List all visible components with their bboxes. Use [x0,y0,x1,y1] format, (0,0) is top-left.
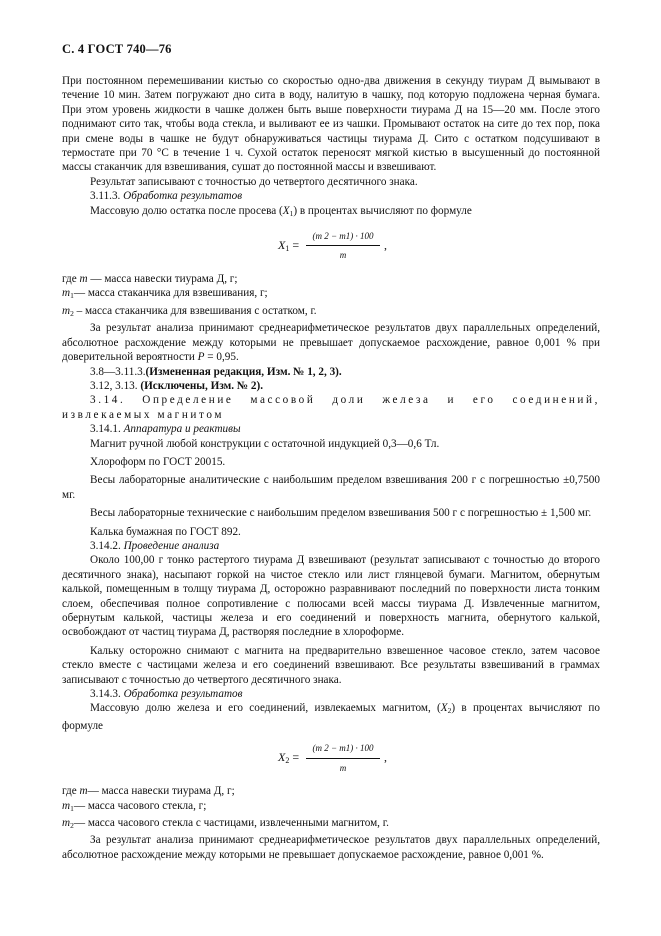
variable: X [282,204,290,217]
text-span: ) в процентах вычисляют по формуле [62,702,600,732]
formula-tail: , [384,238,387,253]
section-number: 3.14.1. [90,423,121,436]
text-span: – масса стаканчика для взвешивания с остатком, г. [73,304,317,317]
document-body [62,74,600,862]
variable: m [79,785,88,798]
formula-numerator: (m 2 − m1) · 100 [306,229,380,246]
section-number: 3.14.3. [90,688,121,701]
variable: m [79,273,88,286]
text-span: 3.8—3.11.3. [90,365,146,378]
text-span: где [62,785,80,798]
text-span: За результат анализа принимают среднеарифметическое результатов двух параллельных определений, абсолютное расхождение между которыми не превышает допускаемое расхождение, равное 0,001 % при доверительной вероятности [62,322,600,364]
subscript: 2 [285,756,290,766]
paragraph: Калька бумажная по ГОСТ 892. [90,525,241,538]
formula-fraction [306,229,380,263]
formula-denominator: m [339,762,347,773]
paragraph [62,701,600,733]
definition-line [62,784,600,798]
formula-numerator: (m 2 − m1) · 100 [306,741,380,758]
subscript: 2 [70,821,74,831]
variable: X [440,702,448,715]
section-title: Аппаратура и реактивы [123,423,241,436]
paragraph [62,204,600,221]
paragraph [62,321,600,364]
text-span: — масса стаканчика для взвешивания, г; [73,287,268,300]
paragraph: При постоянном перемешивании кистью со скоростью одно-два движения в секунду тиурам Д вымывают в течение 10 мин. Затем погружают дно сита в воду, налитую в чашку, под которую подложена черная бумага. При этом уровень жидкости в чашке должен быть выше поверхности тиурама Д на 15—20 мм. После этого поднимают сито так, чтобы вода стекла, и выливают ее из чашки. Промывают остаток на сите до тех пор, пока при смене воды в чашке не будут обнаруживаться частицы тиурама Д. Сито с остатком подсушивают в термостате при 70 °С в течение 1 ч. Сухой остаток переносят мягкой кистью в высушенный до постоянной массы стаканчик для взвешивания, сушат до постоянной массы и взвешивают. [62,75,600,174]
variable: P [197,351,205,364]
subscript: 1 [70,291,74,301]
paragraph: Результат записывают с точностью до четвертого десятичного знака. [90,175,418,188]
definition-line [62,304,600,321]
text-span: = 0,95. [204,351,239,364]
section-heading [62,687,600,701]
text-span: где [62,273,80,286]
formula-fraction [306,741,380,775]
formula-var: X [278,238,286,253]
paragraph: Весы лабораторные технические с наибольшим пределом взвешивания 500 г с погрешностью ± 1,500 мг. [90,507,592,520]
definition-line [62,272,600,286]
text-span: Массовую долю остатка после просева ( [90,204,283,217]
definition-line [62,816,600,833]
paragraph: Магнит ручной любой конструкции с остаточной индукцией 0,3—0,6 Тл. [90,437,440,450]
variable: m [62,799,71,812]
section-heading-spaced: 3.14. Определение массовой доли железа и его соединений, извлекаемых магнитом [62,394,600,421]
subscript: 2 [70,308,74,318]
text-span: — масса навески тиурама Д, г; [87,785,235,798]
subscript: 2 [447,706,452,716]
definition-line [62,286,600,303]
definition-line [62,799,600,816]
section-heading [62,422,600,436]
formula-tail: , [384,750,387,765]
section-title: Обработка результатов [123,190,243,203]
page-header: С. 4 ГОСТ 740—76 [62,42,172,56]
text-span: — масса навески тиурама Д, г; [87,273,238,286]
equals: = [289,750,300,765]
variable: m [62,287,71,300]
subscript: 1 [289,208,294,218]
variable: m [62,817,71,830]
bold-text: (Измененная редакция, Изм. № 1, 2, 3). [145,365,342,378]
equals: = [289,238,300,253]
subscript: 1 [70,803,74,813]
section-number: 3.14.2. [90,539,121,552]
formula-x1 [62,227,600,267]
section-number: 3.11.3. [90,190,121,203]
variable: m [62,304,71,317]
formula-denominator: m [339,250,347,261]
formula-var: X [278,750,286,765]
paragraph: Кальку осторожно снимают с магнита на предварительно взвешенное часовое стекло, затем часовое стекло вместе с частицами железа и его соединений взвешивают. Все результаты взвешиваний в граммах записывают с точностью до четвертого десятичного знака. [62,644,600,686]
formula-lhs [278,238,299,256]
paragraph: Около 100,00 г тонко растертого тиурама Д взвешивают (результат записывают с точностью до второго десятичного знака), насыпают горкой на чистое стекло или лист глянцевой бумаги. Магнитом, обернутым калькой, помещенным в толщу тиурама Д, осторожно разравнивают последний по поверхности листа тонким слоем, обеспечивая полное сопротивление с полюсами всей массы тиурама Д. Извлеченные магнитом, обернутым калькой, частицы железа и его соединений и поверхность магнита, обернутого калькой, освобождают от частиц тиурама Д, растворяя последние в хлороформе. [62,554,600,639]
section-title: Проведение анализа [123,539,220,552]
paragraph: Весы лабораторные аналитические с наибольшим пределом взвешивания 200 г с погрешностью ±0,7500 мг. [62,474,600,501]
formula-x2 [62,739,600,779]
paragraph [62,365,600,379]
paragraph [62,379,600,393]
section-heading [62,539,600,553]
text-span: — масса часового стекла с частицами, извлеченными магнитом, г. [73,817,389,830]
formula-lhs [278,750,299,768]
bold-text: (Исключены, Изм. № 2). [140,379,264,392]
text-span: 3.12, 3.13. [90,379,141,392]
section-heading [62,189,600,203]
paragraph: Хлороформ по ГОСТ 20015. [90,455,226,468]
text-span: — масса часового стекла, г; [73,799,207,812]
text-span: ) в процентах вычисляют по формуле [293,204,472,217]
subscript: 1 [285,244,290,254]
section-title: Обработка результатов [123,688,243,701]
paragraph: За результат анализа принимают среднеарифметическое результатов двух параллельных определений, абсолютное расхождение между которыми не превышает допускаемое расхождение, равное 0,001 %. [62,834,600,861]
text-span: Массовую долю железа и его соединений, извлекаемых магнитом, ( [90,702,441,715]
